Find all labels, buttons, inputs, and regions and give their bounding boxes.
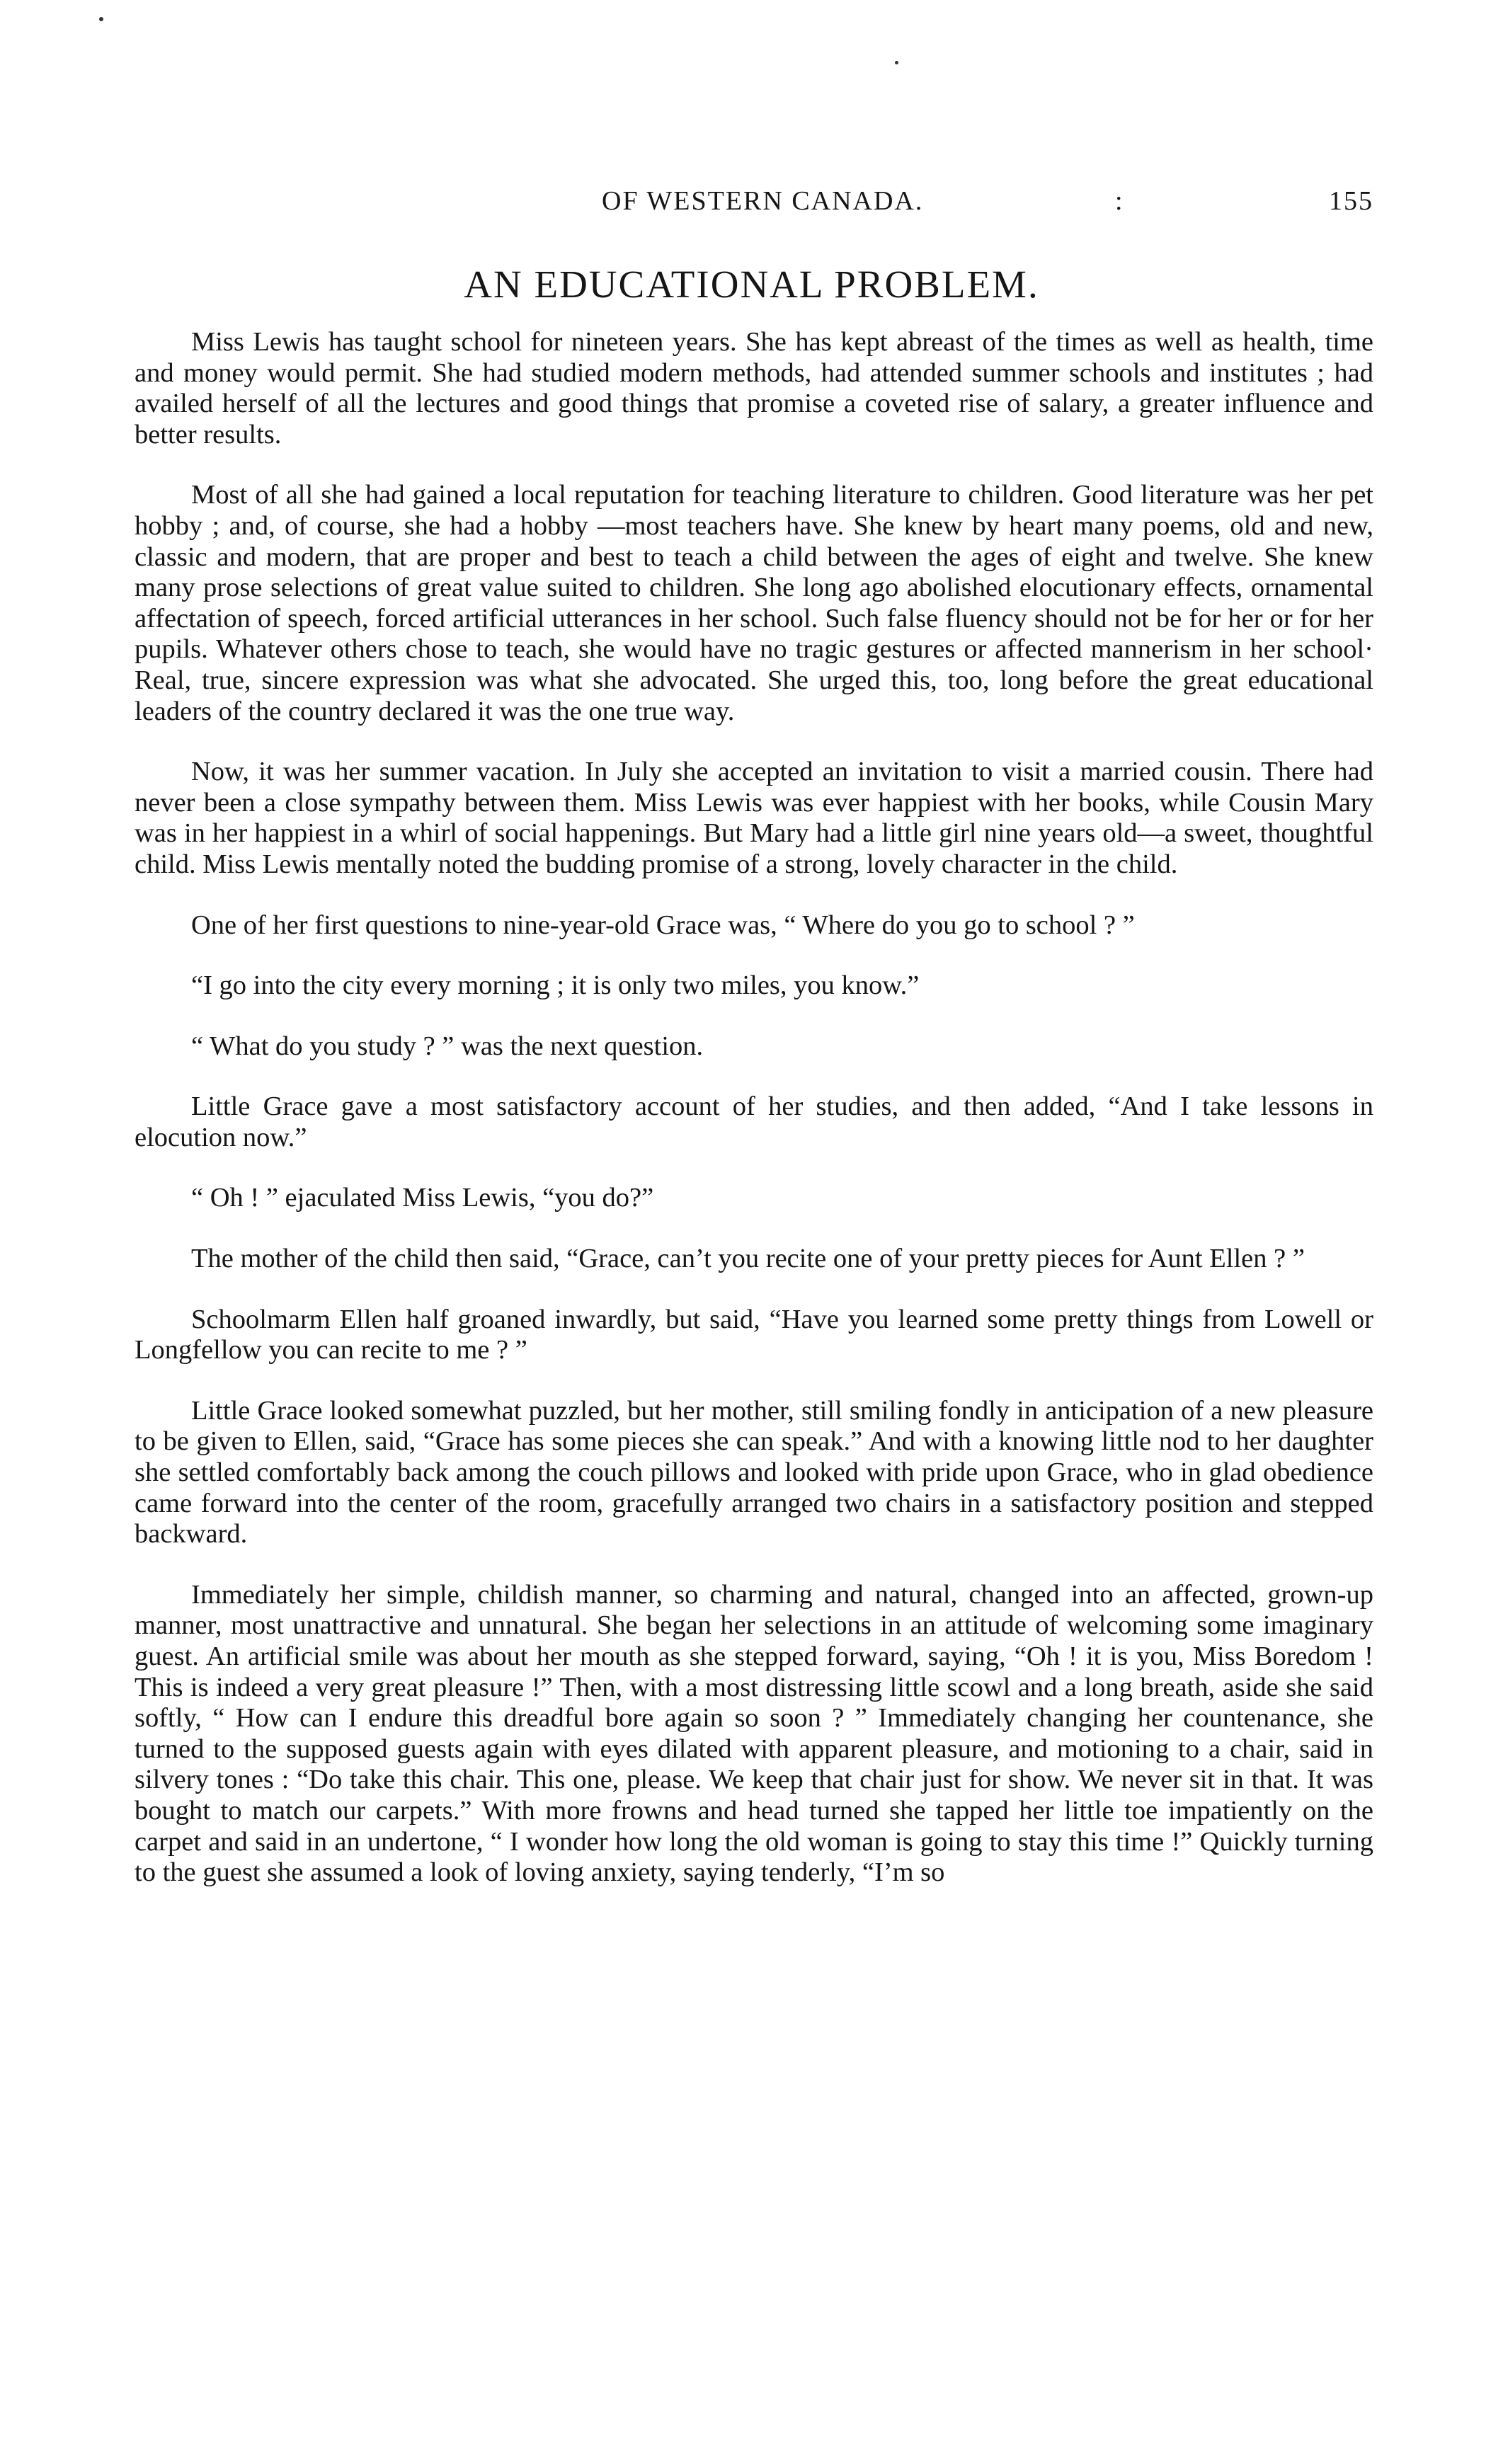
article-title: AN EDUCATIONAL PROBLEM. xyxy=(464,263,1039,306)
paragraph: Miss Lewis has taught school for nineteen years. She has kept abreast of the times as well as health, time and money would permit. She had studied modern methods, had attended summer schools and institutes ; had availed herself of all the lectures and good things that promise a coveted rise of salary, a greater influence and better results. xyxy=(135,327,1373,449)
paragraph: The mother of the child then said, “Grace, can’t you recite one of your pretty pieces for Aunt Ellen ? ” xyxy=(191,1244,1305,1274)
paragraph: Little Grace gave a most satisfactory account of her studies, and then added, “And I take lessons in elocution now.” xyxy=(135,1091,1373,1152)
paragraph: Immediately her simple, childish manner, so charming and natural, changed into an affected, grown-up manner, most unattractive and unnatural. She began her selections in an attitude of welcoming some imaginary guest. An artificial smile was about her mouth as she stepped forward, saying, “Oh ! it is you, Miss Boredom ! This is indeed a very great pleasure !” Then, with a most distressing little scowl and a long breath, aside she said softly, “ How can I endure this dreadful bore again so soon ? ” Immediately changing her countenance, she turned to the supposed guests again with eyes dilated with apparent pleasure, and motioning to a chair, said in silvery tones : “Do take this chair. This one, please. We keep that chair just for show. We never sit in that. It was bought to match our carpets.” With more frowns and head turned she tapped her little toe impatiently on the carpet and said in an undertone, “ I wonder how long the old woman is going to stay this time !” Quickly turning to the guest she assumed a look of loving anxiety, saying tenderly, “I’m so xyxy=(135,1579,1373,1888)
paragraph: One of her first questions to nine-year-old Grace was, “ Where do you go to school ? ” xyxy=(191,910,1135,940)
running-header xyxy=(135,185,1373,219)
paragraph: Most of all she had gained a local reputation for teaching literature to children. Good literature was her pet hobby ; and, of course, she had a hobby —most teachers have. She knew by heart many poems, old and new, classic and modern, that are proper and best to teach a child between the ages of eight and twelve. She knew many prose selections of great value suited to children. She long ago abolished elocutionary effects, ornamental affectation of speech, forced artificial utterances in her school. Such false fluency should not be for her or for her pupils. Whatever others chose to teach, she would have no tragic gestures or affected mannerism in her school· Real, true, sincere expression was what she advocated. She urged this, too, long before the great educational leaders of the country declared it was the one true way. xyxy=(135,480,1373,726)
paragraph: “I go into the city every morning ; it is only two miles, you know.” xyxy=(191,970,920,1001)
print-speck xyxy=(99,17,103,21)
margin-mark: : xyxy=(1115,186,1124,216)
print-speck xyxy=(895,61,898,64)
paragraph: Now, it was her summer vacation. In July she accepted an invitation to visit a married cousin. There had never been a close sympathy between them. Miss Lewis was ever happiest with her books, while Cousin Mary was in her happiest in a whirl of social happenings. But Mary had a little girl nine years old—a sweet, thoughtful child. Miss Lewis mentally noted the budding promise of a strong, lovely character in the child. xyxy=(135,757,1373,879)
page-number: 155 xyxy=(1329,186,1373,216)
running-title: OF WESTERN CANADA. xyxy=(602,186,924,216)
paragraph: Schoolmarm Ellen half groaned inwardly, but said, “Have you learned some pretty things from Lowell or Longfellow you can recite to me ? ” xyxy=(135,1304,1373,1365)
paragraph: “ Oh ! ” ejaculated Miss Lewis, “you do?” xyxy=(191,1183,654,1213)
article-body xyxy=(135,327,1373,1889)
paragraph: Little Grace looked somewhat puzzled, but her mother, still smiling fondly in anticipation of a new pleasure to be given to Ellen, said, “Grace has some pieces she can speak.” And with a knowing little nod to her daughter she settled comfortably back among the couch pillows and looked with pride upon Grace, who in glad obedience came forward into the center of the room, gracefully arranged two chairs in a satisfactory position and stepped backward. xyxy=(135,1395,1373,1549)
paragraph: “ What do you study ? ” was the next question. xyxy=(191,1031,704,1061)
